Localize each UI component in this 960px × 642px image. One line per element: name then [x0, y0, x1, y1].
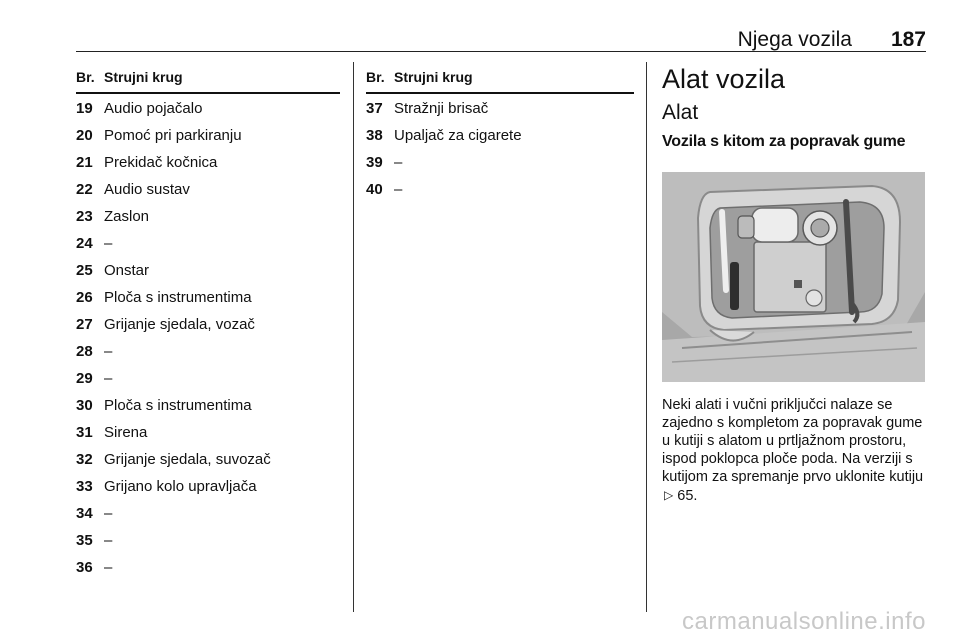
fuse-number: 40: [366, 181, 383, 198]
tool-kit-photo: [662, 172, 925, 382]
table-header: [366, 62, 634, 94]
circuit-label: –: [104, 505, 113, 522]
circuit-label: Prekidač kočnica: [104, 154, 218, 171]
circuit-label: Grijanje sjedala, suvozač: [104, 451, 271, 468]
table-row: [76, 256, 340, 283]
fuse-number: 32: [76, 451, 93, 468]
table-row: [76, 175, 340, 202]
header-rule: [76, 51, 926, 52]
circuit-label: Zaslon: [104, 208, 150, 225]
page-reference: 65.: [677, 488, 698, 504]
circuit-label: –: [104, 343, 113, 360]
circuit-label: Pomoć pri parkiranju: [104, 127, 242, 144]
table-row: [76, 121, 340, 148]
circuit-label: Audio pojačalo: [104, 100, 203, 117]
circuit-label: –: [104, 532, 113, 549]
body-paragraph: [662, 396, 928, 505]
column-divider: [353, 62, 354, 612]
table-row: [76, 229, 340, 256]
circuit-label: –: [104, 559, 113, 576]
fuse-number: 39: [366, 154, 383, 171]
fuse-number: 33: [76, 478, 93, 495]
column-header-number: Br.: [76, 69, 95, 85]
fuse-table-right: [366, 62, 634, 202]
table-row: [76, 445, 340, 472]
table-row: [366, 148, 634, 175]
body-text: Neki alati i vučni priključci nalaze se zajedno s kompletom za popravak gume u kutiji s alatom u prtljažnom prostoru, ispod poklopca ploče poda. Na verziji s kutijom za spremanje prvo uklonite kutiju: [662, 397, 924, 485]
fuse-number: 37: [366, 100, 383, 117]
circuit-label: Grijanje sjedala, vozač: [104, 316, 255, 333]
column-header-circuit: Strujni krug: [104, 69, 183, 85]
fuse-number: 25: [76, 262, 93, 279]
circuit-label: Sirena: [104, 424, 148, 441]
fuse-number: 26: [76, 289, 93, 306]
fuse-number: 19: [76, 100, 93, 117]
circuit-label: Ploča s instrumentima: [104, 397, 252, 414]
table-row: [76, 472, 340, 499]
fuse-number: 29: [76, 370, 93, 387]
table-header: [76, 62, 340, 94]
sub-subsection-title: Vozila s kitom za popravak gume: [662, 133, 906, 150]
section-headings: [662, 62, 928, 152]
column-divider: [646, 62, 647, 612]
fuse-number: 23: [76, 208, 93, 225]
watermark: carmanualsonline.info: [682, 608, 926, 635]
page-reference-icon: ▷: [664, 488, 674, 502]
fuse-table-left: [76, 62, 340, 580]
table-row: [366, 121, 634, 148]
fuse-number: 22: [76, 181, 93, 198]
circuit-label: Grijano kolo upravljača: [104, 478, 257, 495]
table-row: [76, 499, 340, 526]
fuse-number: 20: [76, 127, 93, 144]
fuse-number: 34: [76, 505, 93, 522]
circuit-label: Stražnji brisač: [394, 100, 489, 117]
column-header-circuit: Strujni krug: [394, 69, 473, 85]
table-row: [76, 94, 340, 121]
table-row: [366, 94, 634, 121]
circuit-label: –: [104, 370, 113, 387]
fuse-number: 35: [76, 532, 93, 549]
circuit-label: –: [394, 181, 403, 198]
circuit-label: Audio sustav: [104, 181, 190, 198]
circuit-label: Upaljač za cigarete: [394, 127, 522, 144]
column-header-number: Br.: [366, 69, 385, 85]
table-body-right: [366, 94, 634, 202]
table-row: [76, 364, 340, 391]
fuse-number: 24: [76, 235, 93, 252]
table-row: [76, 337, 340, 364]
circuit-label: –: [394, 154, 403, 171]
header-title: Njega vozila: [737, 28, 852, 51]
fuse-number: 28: [76, 343, 93, 360]
table-row: [76, 310, 340, 337]
page-header: [76, 28, 926, 52]
table-row: [76, 418, 340, 445]
fuse-number: 38: [366, 127, 383, 144]
fuse-number: 27: [76, 316, 93, 333]
table-row: [76, 283, 340, 310]
circuit-label: Ploča s instrumentima: [104, 289, 252, 306]
table-row: [76, 391, 340, 418]
table-row: [76, 526, 340, 553]
table-body-left: [76, 94, 340, 580]
table-row: [366, 175, 634, 202]
fuse-number: 30: [76, 397, 93, 414]
circuit-label: Onstar: [104, 262, 150, 279]
circuit-label: –: [104, 235, 113, 252]
subsection-title: Alat: [662, 101, 699, 124]
table-row: [76, 148, 340, 175]
table-row: [76, 553, 340, 580]
fuse-number: 36: [76, 559, 93, 576]
table-row: [76, 202, 340, 229]
page-number: 187: [890, 28, 926, 51]
section-title: Alat vozila: [662, 64, 786, 94]
fuse-number: 31: [76, 424, 93, 441]
fuse-number: 21: [76, 154, 93, 171]
